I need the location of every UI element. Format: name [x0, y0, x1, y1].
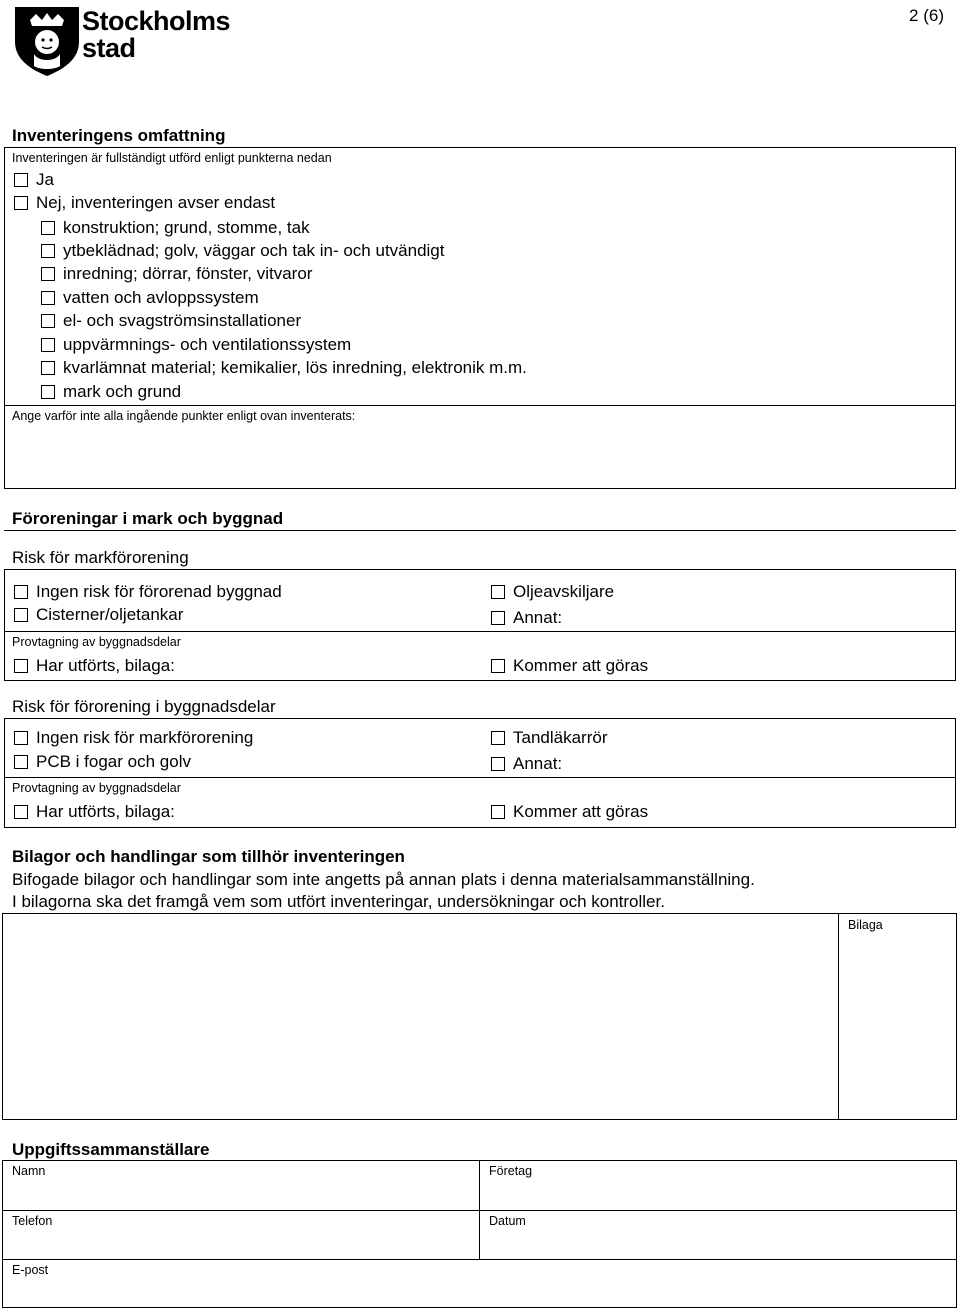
- checkbox-heating[interactable]: uppvärmnings- och ventilationssystem: [41, 335, 351, 355]
- stockholms-stad-logo: [12, 4, 232, 78]
- checkbox-no-building-risk[interactable]: Ingen risk för förorenad byggnad: [14, 582, 282, 602]
- checkbox-sampling-todo[interactable]: Kommer att göras: [491, 656, 648, 676]
- checkbox-other-building[interactable]: Annat:: [491, 754, 562, 774]
- scope-subtitle: Inventeringen är fullständigt utförd enligt punkterna nedan: [12, 151, 332, 165]
- checkbox-square[interactable]: [491, 611, 505, 625]
- sampling-label: Provtagning av byggnadsdelar: [12, 781, 181, 795]
- divider: [4, 405, 956, 406]
- checkbox-square[interactable]: [14, 608, 28, 622]
- checkbox-leftover-material[interactable]: kvarlämnat material; kemikalier, lös inredning, elektronik m.m.: [41, 358, 527, 378]
- checkbox-square[interactable]: [491, 659, 505, 673]
- checkbox-plumbing[interactable]: vatten och avloppssystem: [41, 288, 259, 308]
- checkbox-sampling-todo[interactable]: Kommer att göras: [491, 802, 648, 822]
- shield-icon: [12, 4, 82, 78]
- checkbox-no-ground-risk[interactable]: Ingen risk för markförorening: [14, 728, 253, 748]
- attachment-column-label: Bilaga: [848, 918, 883, 932]
- checkbox-square[interactable]: [41, 385, 55, 399]
- building-risk-title: Risk för förorening i byggnadsdelar: [12, 697, 276, 716]
- phone-field[interactable]: [4, 1230, 476, 1257]
- checkbox-electrical[interactable]: el- och svagströmsinstallationer: [41, 311, 301, 331]
- checkbox-square[interactable]: [14, 196, 28, 210]
- checkbox-square[interactable]: [491, 731, 505, 745]
- checkbox-ground[interactable]: mark och grund: [41, 382, 181, 402]
- column-divider: [479, 1160, 480, 1260]
- divider: [4, 530, 956, 531]
- divider: [4, 777, 956, 778]
- checkbox-sampling-done[interactable]: Har utförts, bilaga:: [14, 802, 175, 822]
- checkbox-square[interactable]: [41, 314, 55, 328]
- checkbox-square[interactable]: [491, 757, 505, 771]
- email-label: E-post: [12, 1263, 49, 1277]
- page-number: 2 (6): [909, 6, 944, 25]
- sampling-label: Provtagning av byggnadsdelar: [12, 635, 181, 649]
- checkbox-square[interactable]: [491, 585, 505, 599]
- reason-input[interactable]: [6, 426, 954, 486]
- checkbox-square[interactable]: [41, 221, 55, 235]
- checkbox-square[interactable]: [41, 291, 55, 305]
- checkbox-surface[interactable]: ytbeklädnad; golv, väggar och tak in- och utvändigt: [41, 241, 444, 261]
- divider: [4, 631, 956, 632]
- company-field[interactable]: [482, 1180, 954, 1208]
- checkbox-square[interactable]: [41, 338, 55, 352]
- checkbox-square[interactable]: [14, 755, 28, 769]
- attachments-line2: I bilagorna ska det framgå vem som utfört inventeringar, undersökningar och kontroller.: [12, 892, 665, 911]
- checkbox-oil-separator[interactable]: Oljeavskiljare: [491, 582, 614, 602]
- attachments-number-input[interactable]: [840, 935, 955, 1117]
- date-field[interactable]: [482, 1230, 954, 1257]
- section-title-contamination: Föroreningar i mark och byggnad: [12, 509, 284, 528]
- checkbox-square[interactable]: [41, 267, 55, 281]
- checkbox-square[interactable]: [14, 805, 28, 819]
- checkbox-square[interactable]: [14, 731, 28, 745]
- checkbox-square[interactable]: [14, 173, 28, 187]
- email-field[interactable]: [4, 1279, 954, 1306]
- column-divider: [838, 913, 839, 1120]
- checkbox-yes[interactable]: Ja: [14, 170, 54, 190]
- attachments-description-input[interactable]: [4, 915, 836, 1117]
- checkbox-tanks[interactable]: Cisterner/oljetankar: [14, 605, 183, 625]
- checkbox-square[interactable]: [41, 244, 55, 258]
- name-label: Namn: [12, 1164, 46, 1178]
- phone-label: Telefon: [12, 1214, 53, 1228]
- section-title-compiler: Uppgiftssammanställare: [12, 1140, 210, 1159]
- date-label: Datum: [489, 1214, 526, 1228]
- checkbox-dental-pipes[interactable]: Tandläkarrör: [491, 728, 608, 748]
- attachments-line1: Bifogade bilagor och handlingar som inte angetts på annan plats i denna materialsammanställning.: [12, 870, 755, 889]
- checkbox-interior[interactable]: inredning; dörrar, fönster, vitvaror: [41, 264, 312, 284]
- name-field[interactable]: [4, 1180, 476, 1208]
- checkbox-square[interactable]: [41, 361, 55, 375]
- logo-text-line1: Stockholms: [82, 6, 231, 36]
- checkbox-pcb[interactable]: PCB i fogar och golv: [14, 752, 191, 772]
- checkbox-no-partial[interactable]: Nej, inventeringen avser endast: [14, 193, 275, 213]
- checkbox-construction[interactable]: konstruktion; grund, stomme, tak: [41, 218, 310, 238]
- section-title-attachments: Bilagor och handlingar som tillhör inventeringen: [12, 847, 405, 866]
- checkbox-other-ground[interactable]: Annat:: [491, 608, 562, 628]
- checkbox-square[interactable]: [491, 805, 505, 819]
- section-title-scope: Inventeringens omfattning: [12, 126, 226, 145]
- company-label: Företag: [489, 1164, 533, 1178]
- checkbox-square[interactable]: [14, 659, 28, 673]
- ground-risk-title: Risk för markförorening: [12, 548, 189, 567]
- checkbox-square[interactable]: [14, 585, 28, 599]
- logo-text-line2: stad: [82, 33, 136, 63]
- reason-label: Ange varför inte alla ingående punkter enligt ovan inventerats:: [12, 409, 356, 423]
- checkbox-sampling-done[interactable]: Har utförts, bilaga:: [14, 656, 175, 676]
